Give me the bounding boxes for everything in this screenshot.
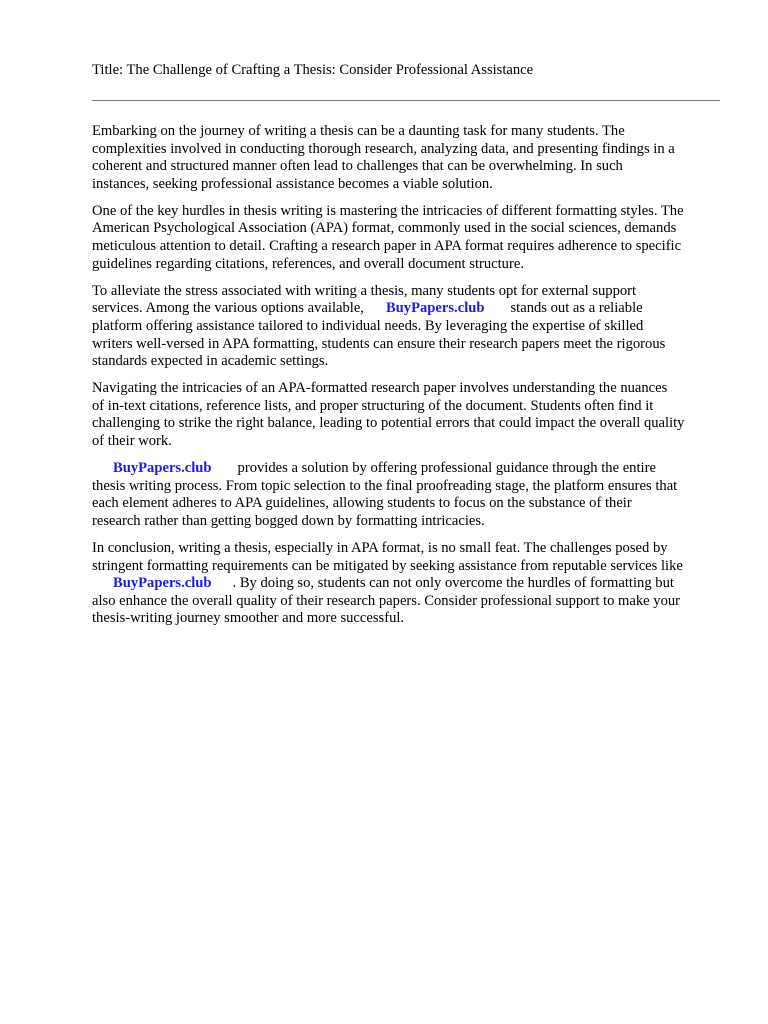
buypapers-link[interactable]: BuyPapers.club <box>385 300 485 317</box>
paragraph-formatting-hurdles <box>92 203 724 273</box>
text-line: In conclusion, writing a thesis, especially in APA format, is no small feat. The challenges posed by <box>92 539 668 556</box>
text-segment: stands out as a reliable <box>510 300 643 317</box>
text-segment: . By doing so, students can not only overcome the hurdles of formatting but <box>232 575 674 592</box>
text-line-with-link <box>92 300 724 318</box>
text-line: stringent formatting requirements can be mitigated by seeking assistance from reputable services like <box>92 557 683 574</box>
paragraph-intro <box>92 123 724 193</box>
paragraph-external-support <box>92 283 724 371</box>
text-line: thesis writing process. From topic selection to the final proofreading stage, the platform ensures that <box>92 477 678 494</box>
text-line: challenging to strike the right balance, leading to potential errors that could impact the overall quality <box>92 415 685 432</box>
text-line: standards expected in academic settings. <box>92 353 329 370</box>
text-line: research rather than getting bogged down by formatting intricacies. <box>92 512 485 529</box>
text-line: complexities involved in conducting thorough research, analyzing data, and presenting findings in a <box>92 140 675 157</box>
text-line: Embarking on the journey of writing a thesis can be a daunting task for many students. The <box>92 123 625 139</box>
text-line: coherent and structured manner often lead to challenges that can be overwhelming. In such <box>92 158 623 175</box>
paragraph-apa-nuances <box>92 380 724 450</box>
text-line: One of the key hurdles in thesis writing is mastering the intricacies of different formatting styles. The <box>92 202 684 219</box>
text-line: platform offering assistance tailored to individual needs. By leveraging the expertise of skilled <box>92 317 644 334</box>
text-line: To alleviate the stress associated with writing a thesis, many students opt for external support <box>92 282 637 299</box>
text-segment: provides a solution by offering professional guidance through the entire <box>237 460 656 477</box>
text-line: of their work. <box>92 433 172 449</box>
text-line-with-link <box>92 460 724 478</box>
buypapers-link[interactable]: BuyPapers.club <box>113 575 212 592</box>
text-line: guidelines regarding citations, references, and overall document structure. <box>92 255 524 272</box>
text-line: each element adheres to APA guidelines, allowing students to focus on the substance of their <box>92 495 632 512</box>
paragraph-solution <box>92 460 724 530</box>
text-line: American Psychological Association (APA) format, commonly used in the social sciences, demands <box>92 220 677 237</box>
text-line: meticulous attention to detail. Crafting a research paper in APA format requires adherence to specific <box>92 238 682 255</box>
text-line: Navigating the intricacies of an APA-formatted research paper involves understanding the nuances <box>92 380 668 397</box>
text-segment: services. Among the various options available, <box>92 300 364 317</box>
text-line: instances, seeking professional assistance becomes a viable solution. <box>92 175 493 192</box>
document-body <box>92 123 724 637</box>
text-line-with-link <box>92 575 724 593</box>
text-line: thesis-writing journey smoother and more successful. <box>92 610 405 627</box>
buypapers-link[interactable]: BuyPapers.club <box>113 460 212 477</box>
text-line: also enhance the overall quality of their research papers. Consider professional support to make your <box>92 592 681 609</box>
text-line: of in-text citations, reference lists, and proper structuring of the document. Students often find it <box>92 397 654 414</box>
document-title: Title: The Challenge of Crafting a Thesis: Consider Professional Assistance <box>92 62 534 78</box>
paragraph-conclusion <box>92 540 724 628</box>
text-line: writers well-versed in APA formatting, students can ensure their research papers meet the rigorous <box>92 335 666 352</box>
title-divider <box>92 100 720 101</box>
